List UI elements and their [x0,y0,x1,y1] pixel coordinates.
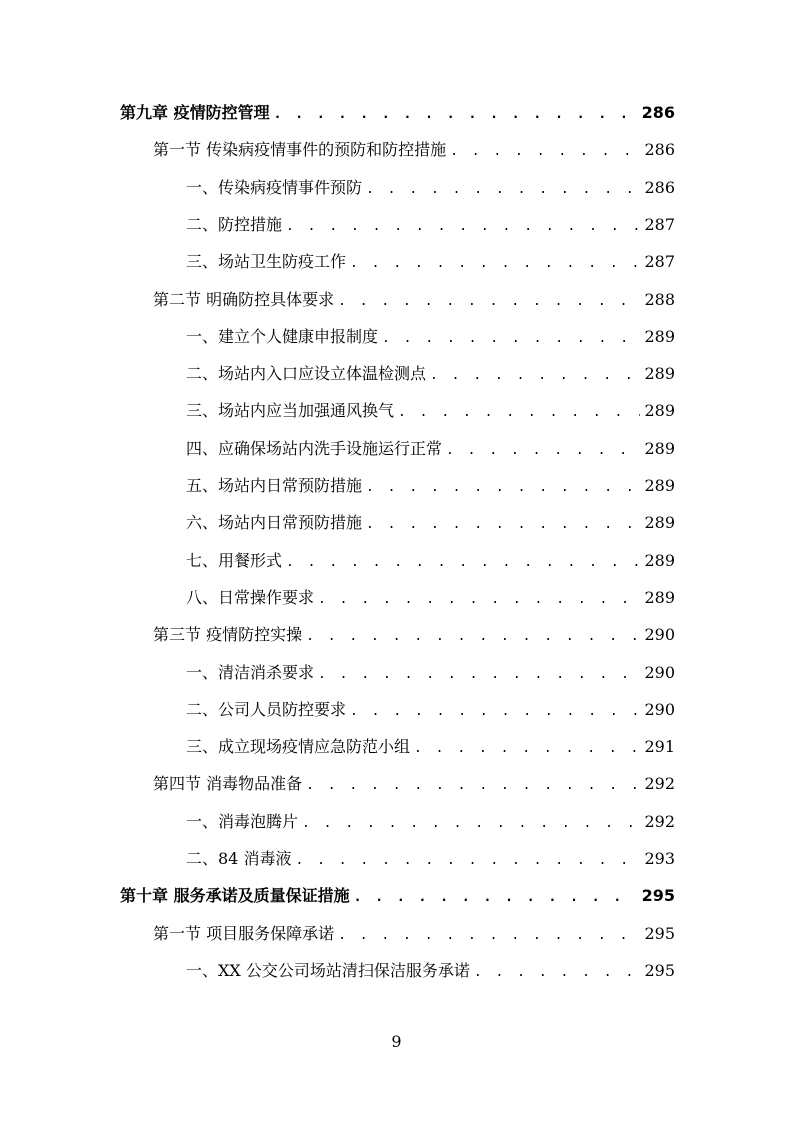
toc-entry-title: 第二节 明确防控具体要求 [153,289,335,309]
dot-leader [295,853,640,868]
toc-entry[interactable] [186,697,675,727]
dot-leader [318,667,640,682]
toc-entry-title: 一、XX 公交公司场站清扫保洁服务承诺 [186,960,470,980]
toc-entry-page: 291 [644,737,675,757]
toc-entry-title: 一、清洁消杀要求 [186,662,315,682]
toc-entry-page: 290 [644,625,675,645]
dot-leader [302,816,640,831]
toc-entry[interactable] [186,809,675,839]
toc-entry[interactable] [186,249,675,279]
toc-entry[interactable] [186,361,675,391]
toc-entry[interactable] [153,921,675,951]
toc-entry[interactable] [186,548,675,578]
toc-entry-page: 293 [644,849,675,868]
toc-entry-page: 289 [644,550,675,570]
toc-entry-page: 286 [644,177,675,197]
toc-entry[interactable] [186,324,675,354]
toc-entry-page: 287 [644,214,675,234]
toc-entry[interactable] [120,883,675,913]
dot-leader [366,517,640,532]
toc-entry-page: 288 [644,289,675,309]
dot-leader [274,107,638,122]
dot-leader [338,928,640,943]
dot-leader [286,555,640,570]
toc-entry-title: 第三节 疫情防控实操 [153,625,303,645]
toc-entry-title: 七、用餐形式 [186,550,283,570]
toc-entry-title: 六、场站内日常预防措施 [186,513,363,533]
dot-leader [366,480,640,495]
toc-entry-page: 290 [644,699,675,719]
toc-entry-page: 292 [644,811,675,831]
dot-leader [474,965,641,980]
toc-entry-page: 292 [644,774,675,794]
toc-entry[interactable] [186,436,675,466]
toc-entry-page: 287 [644,252,675,272]
toc-entry-title: 第一节 传染病疫情事件的预防和防控措施 [153,140,447,160]
toc-entry-page: 286 [641,103,675,122]
toc-entry-title: 三、场站内应当加强通风换气 [186,401,395,421]
toc-entry-title: 第四节 消毒物品准备 [153,774,303,794]
toc-entry-page: 289 [644,587,675,607]
toc-entry-page: 295 [644,960,675,980]
toc-entry-title: 二、场站内入口应设立体温检测点 [186,364,427,384]
dot-leader [430,368,640,383]
toc-entry-page: 286 [644,140,675,160]
dot-leader [366,182,640,197]
toc-entry-title: 八、日常操作要求 [186,587,315,607]
toc-entry[interactable] [153,287,675,317]
toc-entry[interactable] [186,473,675,503]
toc-entry[interactable] [153,622,675,652]
toc-entry-page: 289 [644,476,675,495]
page-number: 9 [391,1032,402,1051]
dot-leader [318,592,640,607]
toc-entry-title: 一、建立个人健康申报制度 [186,326,379,346]
dot-leader [338,294,640,309]
toc-entry[interactable] [186,398,675,428]
toc-entry-page: 289 [644,438,675,458]
toc-entry[interactable] [186,958,675,988]
toc-entry-title: 二、84 消毒液 [186,849,292,868]
toc-entry-title: 第十章 服务承诺及质量保证措施 [120,886,350,906]
toc-entry-title: 四、应确保场站内洗手设施运行正常 [186,438,443,458]
toc-entry-title: 五、场站内日常预防措施 [186,476,363,495]
toc-entry-title: 二、公司人员防控要求 [186,699,347,719]
toc-entry-title: 第九章 疫情防控管理 [120,103,270,122]
dot-leader [398,405,640,420]
toc-entry-page: 289 [644,513,675,533]
toc-entry[interactable] [186,660,675,690]
dot-leader [306,629,640,644]
toc-entry-page: 289 [644,326,675,346]
toc-entry-page: 290 [644,662,675,682]
toc-entry-page: 295 [644,923,675,943]
toc-entry-title: 第一节 项目服务保障承诺 [153,923,335,943]
dot-leader [350,256,640,271]
dot-leader [446,443,640,458]
toc-entry-title: 三、成立现场疫情应急防范小组 [186,737,411,757]
dot-leader [306,778,640,793]
toc-entry-page: 295 [641,886,675,906]
toc-entry-page: 289 [644,401,675,421]
toc-entry-title: 三、场站卫生防疫工作 [186,252,347,272]
toc-entry[interactable] [186,510,675,540]
toc-entry[interactable] [186,175,675,205]
toc-entry-title: 一、消毒泡腾片 [186,811,299,831]
toc-entry[interactable] [186,212,675,242]
dot-leader [354,890,638,905]
toc-entry[interactable] [186,846,675,876]
toc-entry[interactable] [153,137,675,167]
toc-entry-title: 一、传染病疫情事件预防 [186,177,363,197]
toc-entry[interactable] [120,100,675,130]
dot-leader [450,144,640,159]
toc-entry-title: 二、防控措施 [186,214,283,234]
dot-leader [286,219,640,234]
dot-leader [414,741,640,756]
toc-entry-page: 289 [644,364,675,384]
toc-entry[interactable] [153,771,675,801]
dot-leader [350,704,640,719]
toc-entry[interactable] [186,734,675,764]
dot-leader [382,331,640,346]
toc-entry[interactable] [186,585,675,615]
